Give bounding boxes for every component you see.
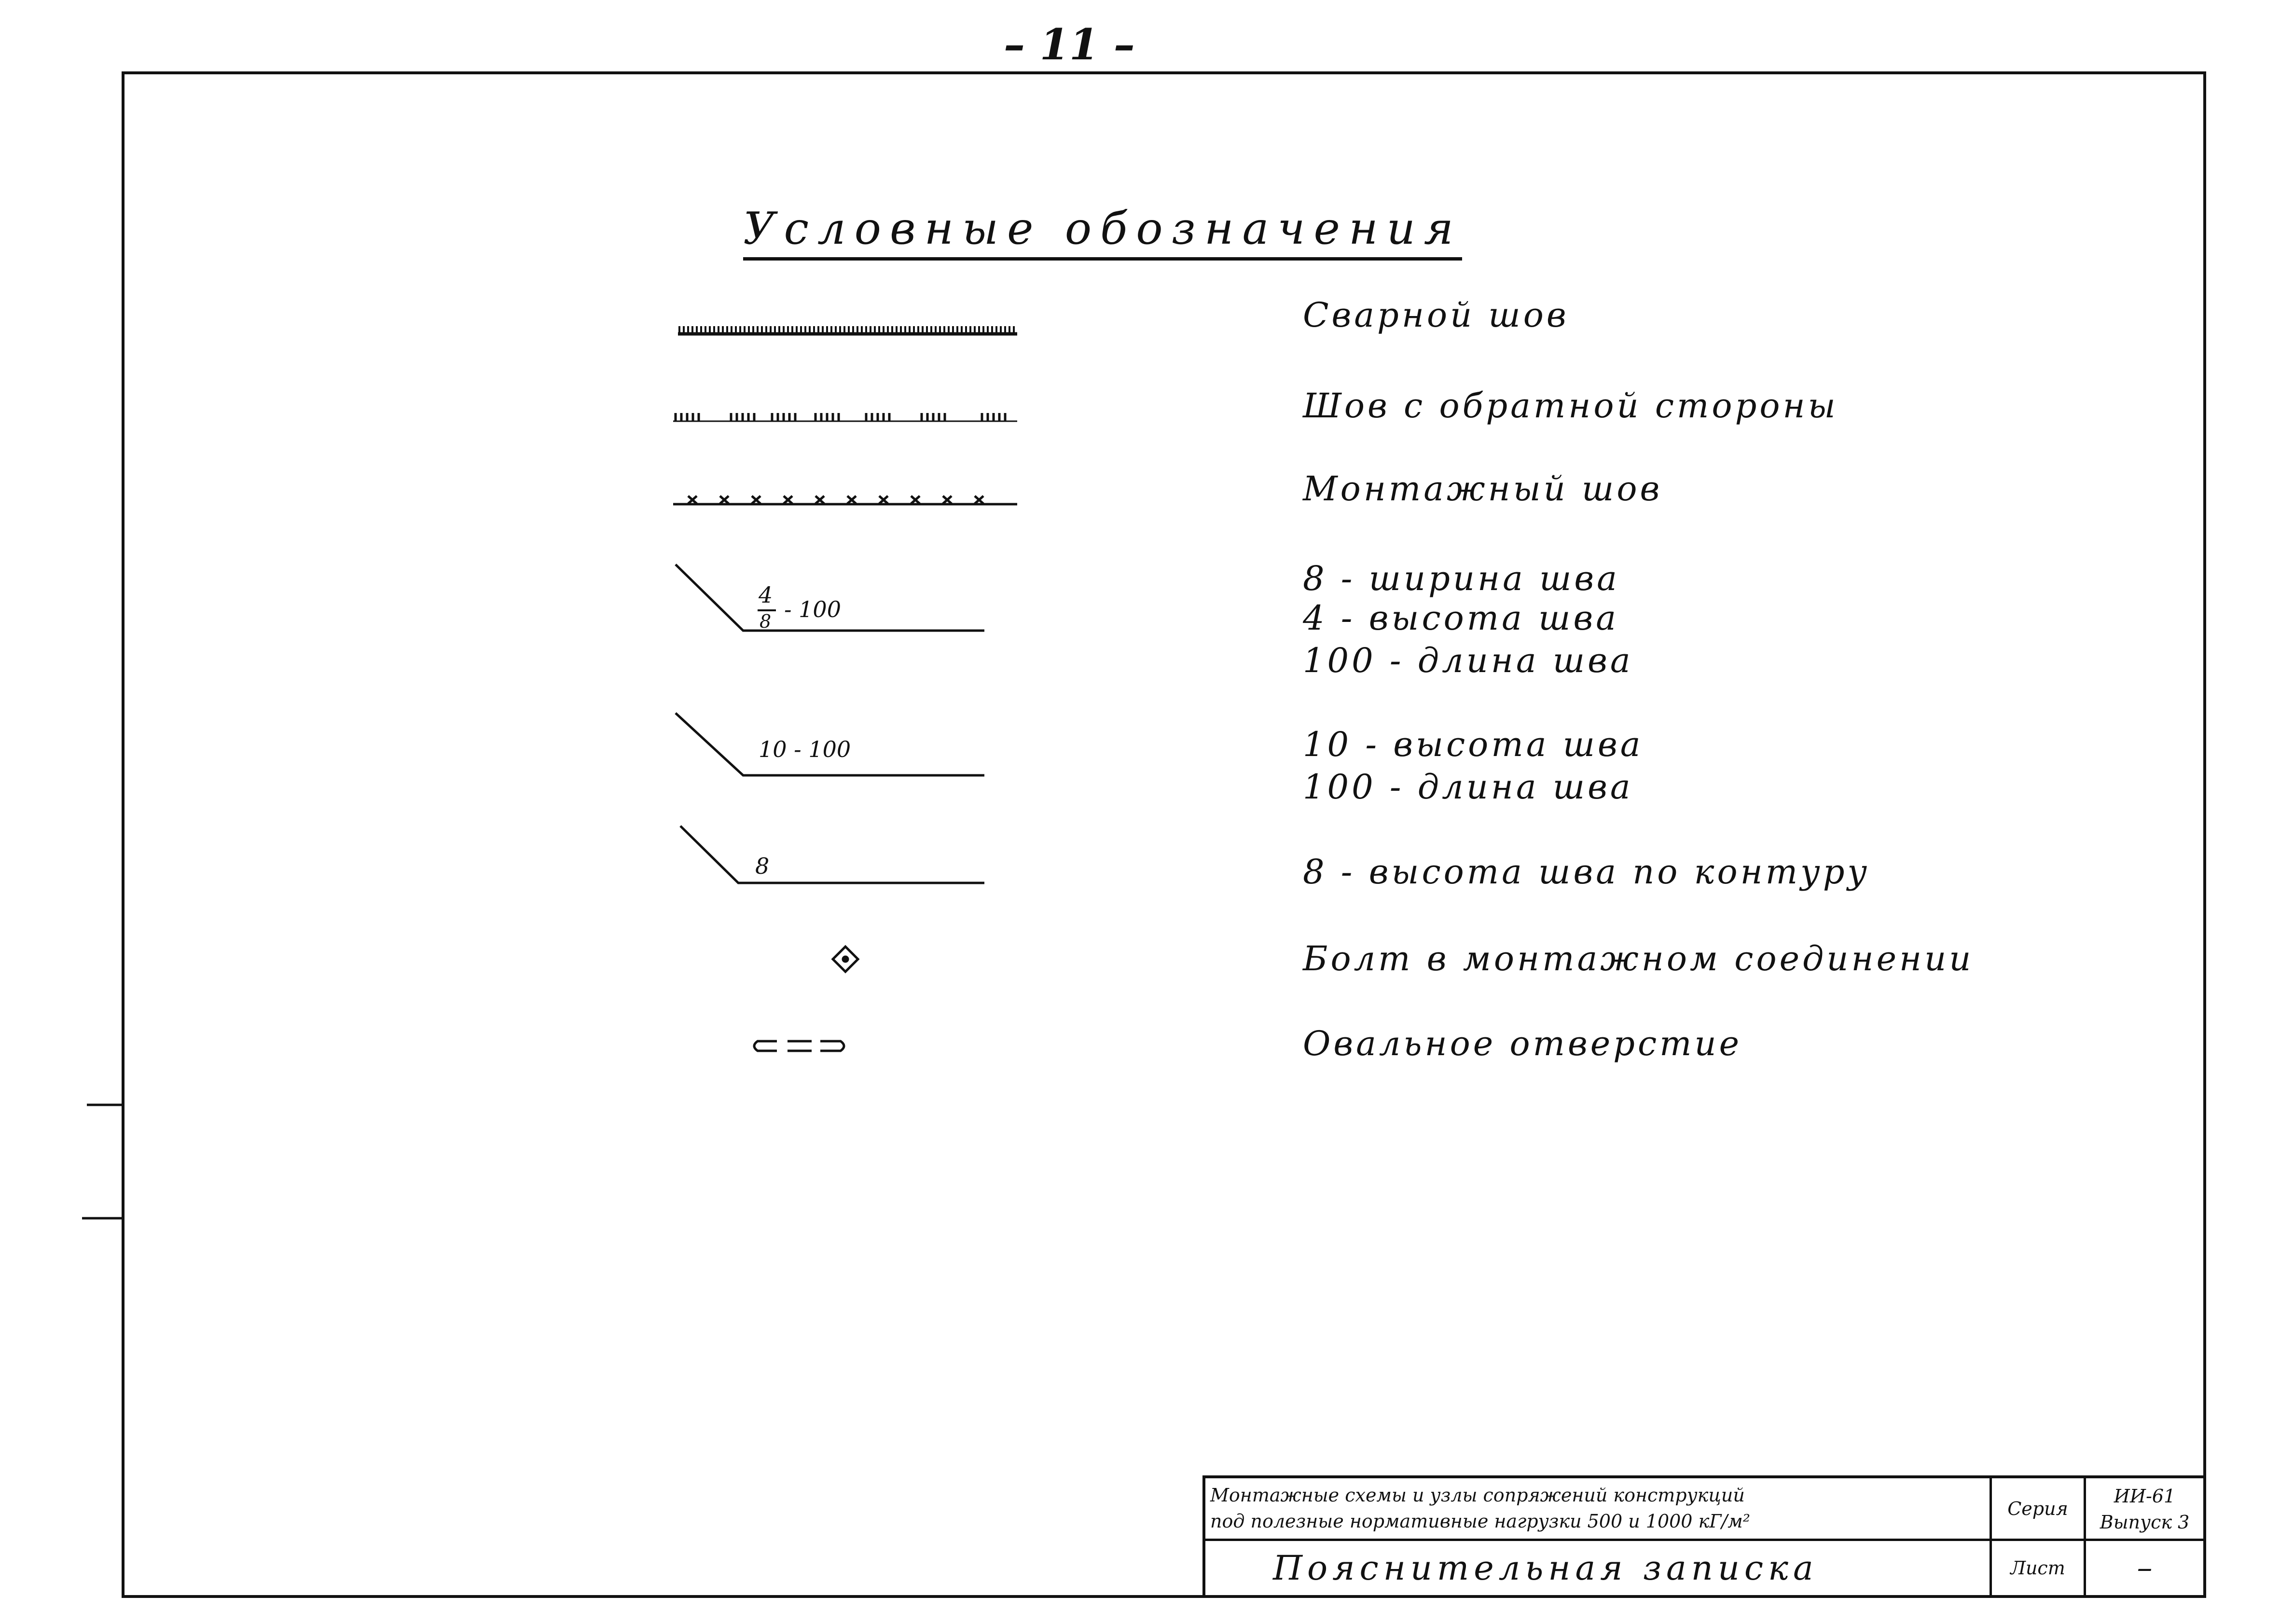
page-number: – 11 – (1004, 19, 1135, 69)
bolt-diamond-symbol (833, 947, 858, 972)
page-title: Условные обозначения (743, 203, 1462, 261)
back-side-seam-symbol (673, 413, 1017, 421)
title-block (1202, 1475, 2206, 1598)
fraction-denominator: 8 (760, 611, 772, 632)
issue-value: Выпуск 3 (2100, 1512, 2190, 1533)
series-label: Серия (1992, 1478, 2086, 1541)
oval-hole-symbol (754, 1041, 844, 1051)
legend-bolt: Болт в монтажном соединении (1303, 939, 1974, 978)
legend-width: 8 - ширина шва (1303, 559, 1620, 598)
weld-leader-symbol-8 (680, 826, 984, 883)
description-line-2: под полезные нормативные нагрузки 500 и 1000 кГ/м² (1210, 1511, 1750, 1532)
legend-oval-hole: Овальное отверстие (1303, 1024, 1742, 1063)
weld-seam-symbol (678, 326, 1017, 334)
series-value-cell (2086, 1478, 2203, 1541)
document-name: Пояснительная записка (1205, 1541, 1992, 1595)
fraction-numerator: 4 (759, 582, 773, 608)
sheet-label: Лист (1992, 1541, 2086, 1595)
legend-weld-seam: Сварной шов (1303, 295, 1569, 335)
legend-length-100: 100 - длина шва (1303, 767, 1633, 807)
legend-length: 100 - длина шва (1303, 641, 1633, 680)
legend-contour-height: 8 - высота шва по контуру (1303, 852, 1870, 892)
legend-height-10: 10 - высота шва (1303, 725, 1644, 764)
legend-assembly-seam: Монтажный шов (1303, 469, 1663, 509)
series-value: ИИ-61 (2114, 1486, 2176, 1507)
legend-back-side-seam: Шов с обратной стороны (1303, 386, 1838, 426)
description-line-1: Монтажные схемы и узлы сопряжений конструкций (1210, 1485, 1745, 1506)
assembly-seam-symbol (673, 496, 1017, 504)
legend-height: 4 - высота шва (1303, 598, 1619, 638)
leader-label-8: 8 (755, 853, 770, 879)
title-block-description (1205, 1478, 1992, 1541)
fraction-suffix: - 100 (784, 596, 841, 622)
sheet-value: – (2137, 1550, 2153, 1586)
leader-label-10-100: 10 - 100 (759, 736, 851, 762)
